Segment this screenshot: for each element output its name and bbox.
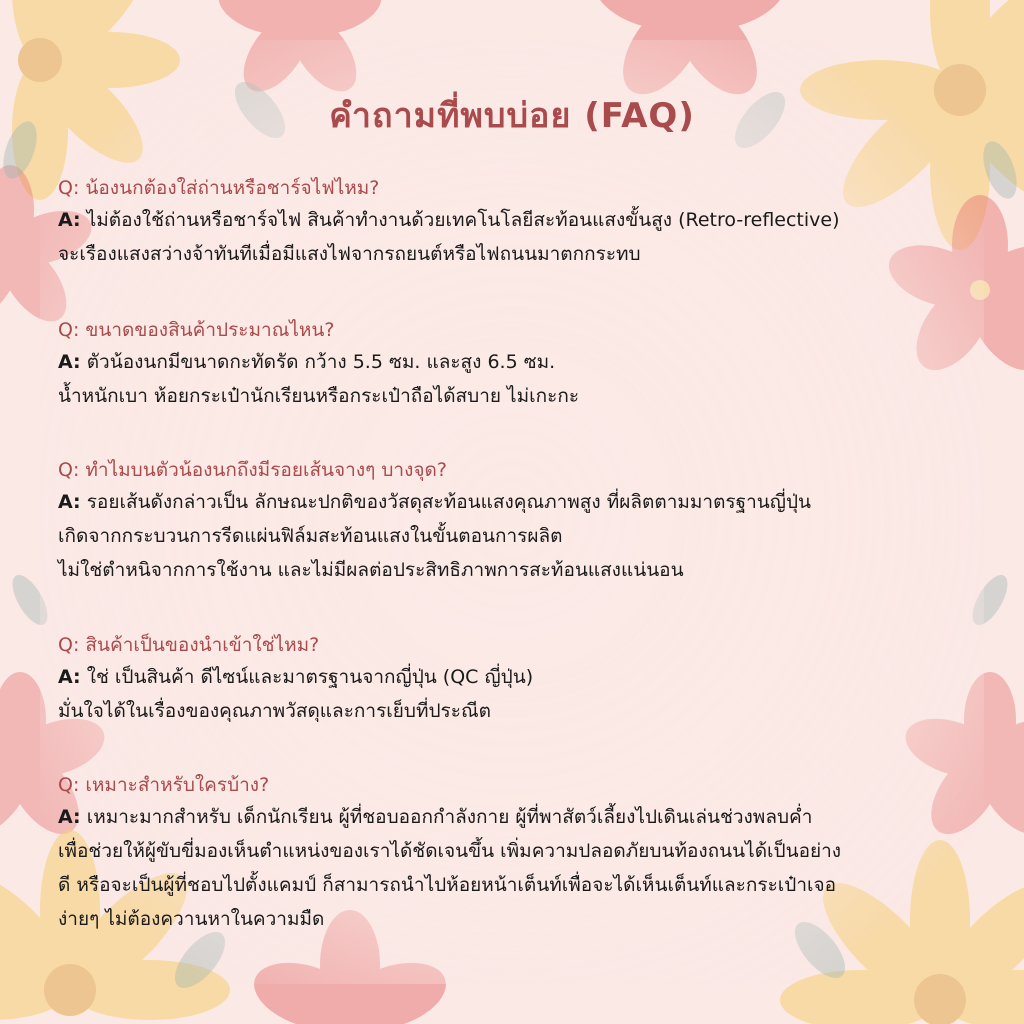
answer-line: มั่นใจได้ในเรื่องของคุณภาพวัสดุและการเย็บที่ประณีต [58,700,491,722]
answer-label: A: [58,491,81,513]
answer-line: ดี หรือจะเป็นผู้ที่ชอบไปตั้งแคมป์ ก็สามารถนำไปห้อยหน้าเต็นท์เพื่อจะได้เห็นเต็นท์และกระเป๋าเจอ [58,874,837,896]
answer-label: A: [58,806,81,828]
faq-answer [58,834,988,868]
faq-answer [58,485,988,519]
faq-question [58,770,988,800]
faq-answer [58,203,988,237]
question-text: สินค้าเป็นของนำเข้าใช่ไหม? [85,634,320,656]
answer-line: ใช่ เป็นสินค้า ดีไซน์และมาตรฐานจากญี่ปุ่น (QC ญี่ปุ่น) [86,666,534,688]
faq-answer [58,902,988,936]
answer-line: ง่ายๆ ไม่ต้องควานหาในความมืด [58,908,325,930]
faq-item [58,455,988,587]
faq-item [58,173,988,271]
faq-item [58,315,988,413]
answer-line: จะเรืองแสงสว่างจ้าทันทีเมื่อมีแสงไฟจากรถยนต์หรือไฟถนนมาตกกระทบ [58,243,641,265]
answer-line: ไม่ใช่ตำหนิจากการใช้งาน และไม่มีผลต่อประสิทธิภาพการสะท้อนแสงแน่นอน [58,559,684,581]
question-text: เหมาะสำหรับใครบ้าง? [85,774,270,796]
answer-line: เหมาะมากสำหรับ เด็กนักเรียน ผู้ที่ชอบออกกำลังกาย ผู้ที่พาสัตว์เลี้ยงไปเดินเล่นช่วงพลบค่ำ [86,806,813,828]
page-title: คำถามที่พบบ่อย (FAQ) [329,96,695,136]
answer-line: เกิดจากกระบวนการรีดแผ่นฟิล์มสะท้อนแสงในขั้นตอนการผลิต [58,525,563,547]
faq-answer [58,800,988,834]
answer-line: น้ำหนักเบา ห้อยกระเป๋านักเรียนหรือกระเป๋าถือได้สบาย ไม่เกะกะ [58,385,580,407]
answer-label: A: [58,666,81,688]
faq-question [58,630,988,660]
faq-answer [58,868,988,902]
faq-answer [58,519,988,553]
answer-line: ไม่ต้องใช้ถ่านหรือชาร์จไฟ สินค้าทำงานด้วยเทคโนโลยีสะท้อนแสงขั้นสูง (Retro-reflective) [86,209,840,231]
question-label: Q: [58,634,80,656]
question-label: Q: [58,774,80,796]
answer-line: ตัวน้องนกมีขนาดกะทัดรัด กว้าง 5.5 ซม. และสูง 6.5 ซม. [86,351,556,373]
question-label: Q: [58,177,80,199]
faq-answer [58,379,988,413]
question-label: Q: [58,319,80,341]
answer-label: A: [58,351,81,373]
question-text: ทำไมบนตัวน้องนกถึงมีรอยเส้นจางๆ บางจุด? [85,459,447,481]
question-text: ขนาดของสินค้าประมาณไหน? [85,319,335,341]
faq-question [58,173,988,203]
question-label: Q: [58,459,80,481]
faq-answer [58,237,988,271]
faq-answer [58,345,988,379]
answer-label: A: [58,209,81,231]
faq-question [58,455,988,485]
answer-line: เพื่อช่วยให้ผู้ขับขี่มองเห็นตำแหน่งของเราได้ชัดเจนขึ้น เพิ่มความปลอดภัยบนท้องถนนได้เป็นอย่าง [58,840,842,862]
faq-answer [58,694,988,728]
faq-answer [58,553,988,587]
question-text: น้องนกต้องใส่ถ่านหรือชาร์จไฟไหม? [85,177,380,199]
faq-item [58,630,988,728]
answer-line: รอยเส้นดังกล่าวเป็น ลักษณะปกติของวัสดุสะท้อนแสงคุณภาพสูง ที่ผลิตตามมาตรฐานญี่ปุ่น [86,491,812,513]
faq-item [58,770,988,936]
faq-question [58,315,988,345]
faq-answer [58,660,988,694]
